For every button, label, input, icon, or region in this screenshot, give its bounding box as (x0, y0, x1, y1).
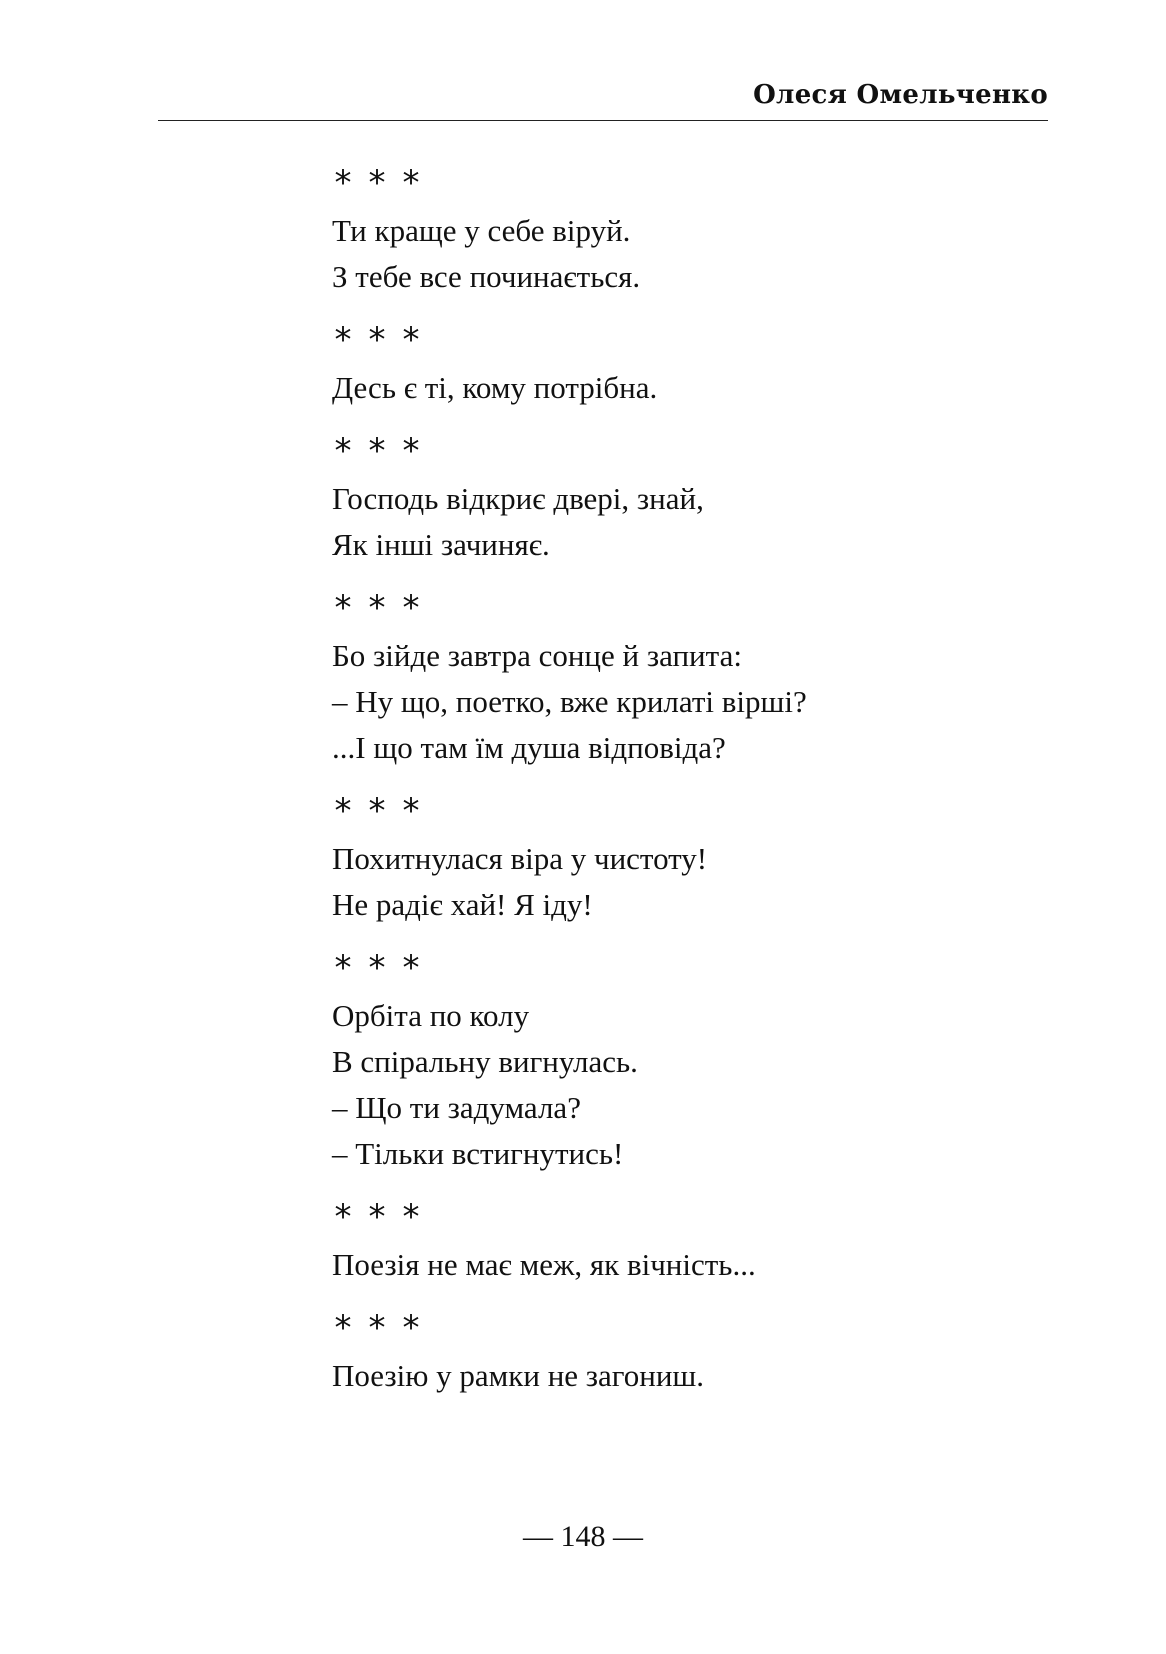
stanza-separator (332, 320, 1052, 360)
poem (332, 993, 1052, 1177)
asterisk-ornament: * (334, 1197, 352, 1237)
asterisk-ornament: * (334, 320, 352, 360)
stanza-gap (332, 411, 1052, 436)
poem-line: – Що ти задумала? (332, 1090, 581, 1125)
poem-line: Похитнулася віра у чистоту! (332, 841, 708, 876)
poem (332, 836, 1052, 928)
poem-line: Не радіє хай! Я іду! (332, 887, 593, 922)
asterisk-ornament: * (368, 320, 386, 360)
poem-line: Бо зійде завтра сонце й запита: (332, 638, 742, 673)
asterisk-ornament: * (402, 1308, 420, 1348)
stanza-gap (332, 928, 1052, 953)
stanza-gap (332, 1288, 1052, 1313)
asterisk-ornament: * (368, 431, 386, 471)
asterisk-ornament: * (402, 431, 420, 471)
poem (332, 1242, 1052, 1288)
poem-line: Поезія не має меж, як вічність... (332, 1247, 756, 1282)
asterisk-ornament: * (368, 791, 386, 831)
stanza-separator (332, 1197, 1052, 1237)
poem-line: Господь відкриє двері, знай, (332, 481, 704, 516)
stanza-separator (332, 431, 1052, 471)
asterisk-ornament: * (334, 431, 352, 471)
poem (332, 1353, 1052, 1399)
stanza-separator (332, 1308, 1052, 1348)
stanza-separator (332, 948, 1052, 988)
poem-line: Ти краще у себе віруй. (332, 213, 631, 248)
page-number: — 148 — (523, 1520, 643, 1553)
poem-line: Десь є ті, кому потрібна. (332, 370, 658, 405)
poem-line: В спіральну вигнулась. (332, 1044, 638, 1079)
poem (332, 365, 1052, 411)
stanza-separator (332, 163, 1052, 203)
stanza-gap (332, 568, 1052, 593)
poem-line: З тебе все починається. (332, 259, 641, 294)
poem-line: Орбіта по колу (332, 998, 530, 1033)
stanza-gap (332, 300, 1052, 325)
asterisk-ornament: * (334, 1308, 352, 1348)
poem (332, 476, 1052, 568)
poem (332, 208, 1052, 300)
asterisk-ornament: * (334, 588, 352, 628)
asterisk-ornament: * (368, 948, 386, 988)
stanza-gap (332, 1177, 1052, 1202)
header-rule (158, 120, 1048, 121)
asterisk-ornament: * (402, 948, 420, 988)
poem-line: ...І що там їм душа відповіда? (332, 730, 726, 765)
asterisk-ornament: * (402, 588, 420, 628)
verse-column (332, 163, 1052, 1399)
asterisk-ornament: * (368, 1308, 386, 1348)
asterisk-ornament: * (368, 588, 386, 628)
asterisk-ornament: * (402, 791, 420, 831)
asterisk-ornament: * (402, 1197, 420, 1237)
asterisk-ornament: * (402, 320, 420, 360)
stanza-separator (332, 791, 1052, 831)
asterisk-ornament: * (334, 163, 352, 203)
asterisk-ornament: * (402, 163, 420, 203)
poem-line: Як інші зачиняє. (332, 527, 550, 562)
stanza-gap (332, 771, 1052, 796)
running-head-author: Олеся Омельченко (753, 80, 1048, 110)
poem-line: – Тільки встигнутись! (332, 1136, 624, 1171)
poem (332, 633, 1052, 771)
poem-line: Поезію у рамки не загониш. (332, 1358, 705, 1393)
asterisk-ornament: * (334, 948, 352, 988)
asterisk-ornament: * (368, 163, 386, 203)
asterisk-ornament: * (334, 791, 352, 831)
stanza-separator (332, 588, 1052, 628)
poem-line: – Ну що, поетко, вже крилаті вірші? (332, 684, 807, 719)
asterisk-ornament: * (368, 1197, 386, 1237)
